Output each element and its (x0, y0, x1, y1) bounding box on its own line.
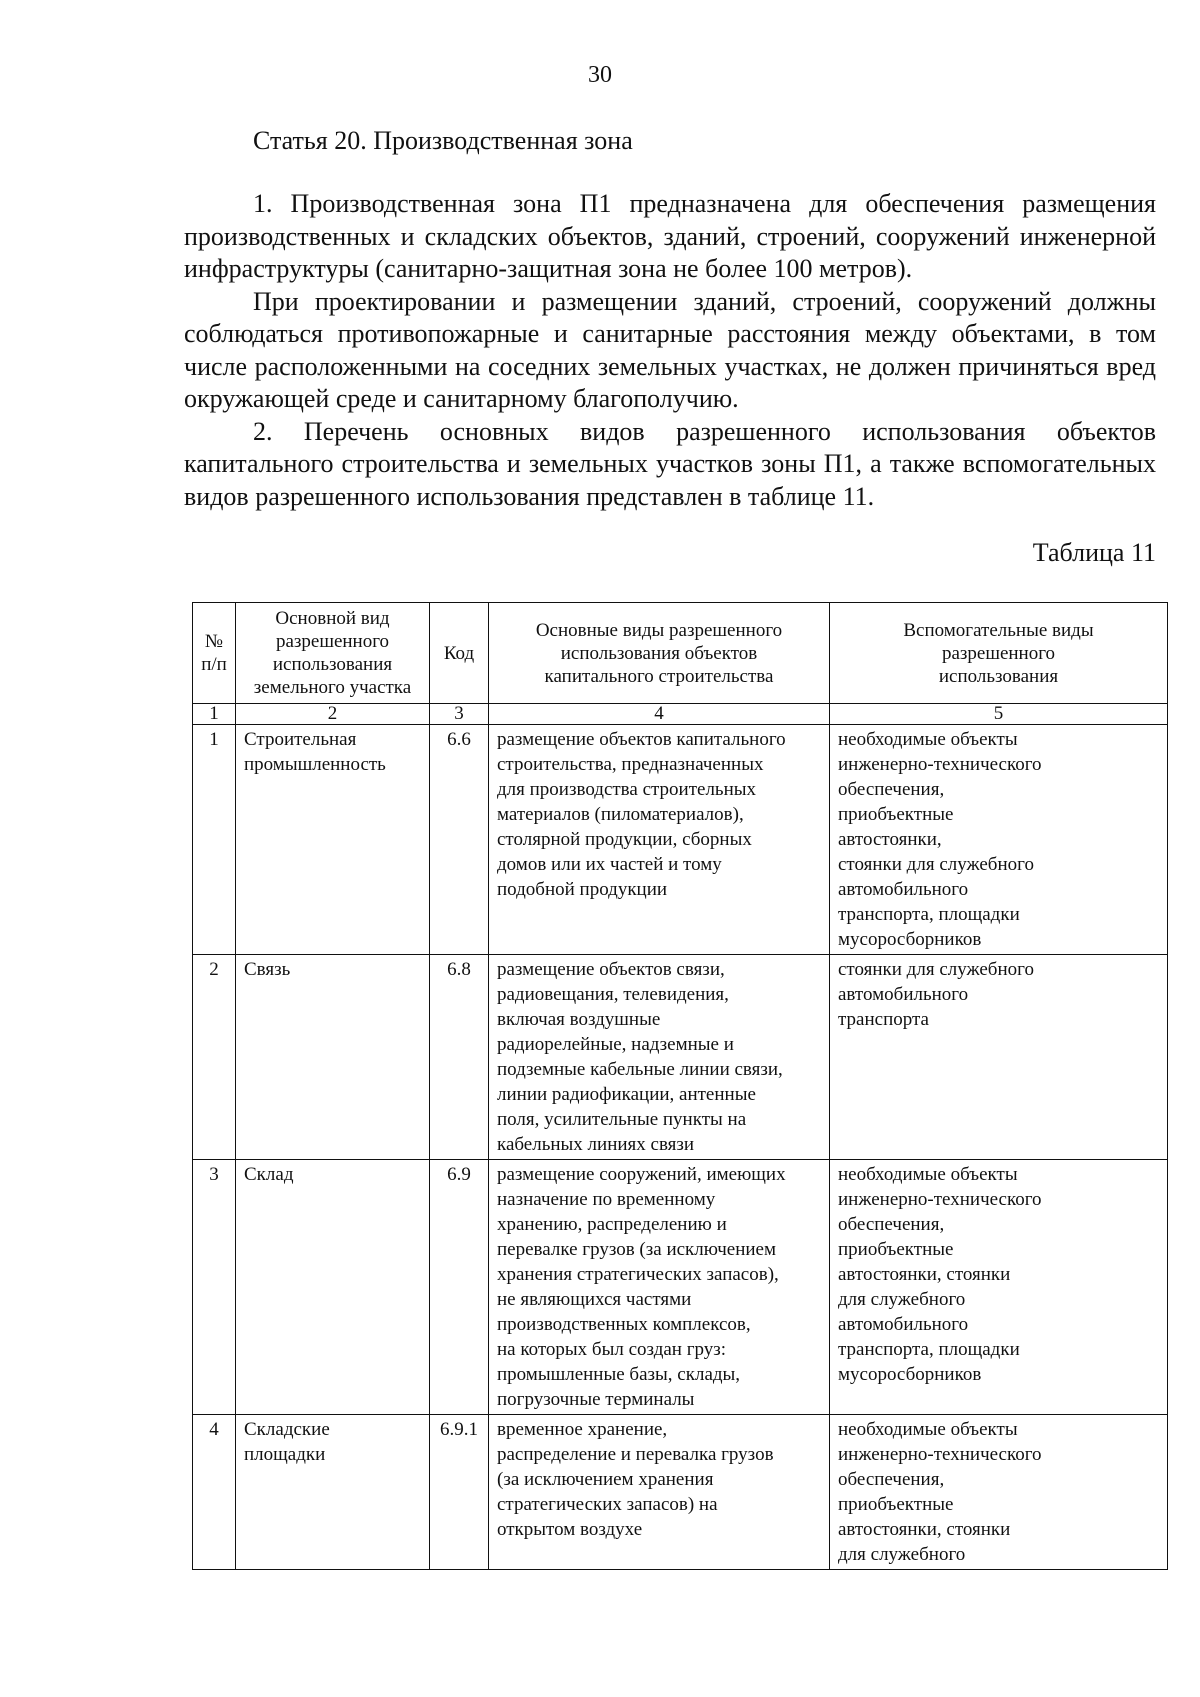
cell-text-line: для производства строительных (497, 779, 757, 800)
cell-text-line: приобъектные (838, 1494, 954, 1515)
cell-text-line: земельного участка (253, 677, 412, 698)
row-number-cell: 4 (193, 1415, 236, 1570)
land-use-name-cell (236, 955, 430, 1160)
cell-text-line: Код (443, 642, 475, 664)
cell-text-line: автомобильного (838, 1314, 969, 1335)
column-number-cell: 3 (430, 704, 489, 725)
column-number-cell: 4 (489, 704, 830, 725)
cell-text-line: открытом воздухе (497, 1519, 643, 1540)
cell-text-line: разрешенного (941, 642, 1056, 664)
cell-text-line: капитального строительства (544, 665, 774, 687)
cell-text-line: Строительная (244, 729, 357, 750)
cell-text-line: перевалке грузов (за исключением (497, 1239, 777, 1260)
table-row (193, 725, 1168, 955)
cell-text-line: промышленность (244, 754, 386, 775)
main-uses-cell (489, 955, 830, 1160)
header-cell (830, 603, 1168, 704)
cell-text-line: погрузочные терминалы (497, 1389, 695, 1410)
main-uses-cell (489, 725, 830, 955)
cell-text-line: транспорта, площадки (838, 904, 1020, 925)
cell-text-line: приобъектные (838, 1239, 954, 1260)
code-cell: 6.6 (430, 725, 489, 955)
cell-text-line: автомобильного (838, 984, 969, 1005)
cell-text-line: автостоянки, (838, 829, 942, 850)
cell-text-line: № (204, 631, 224, 652)
cell-text-line: кабельных линиях связи (497, 1134, 695, 1155)
cell-text-line: необходимые объекты (838, 1164, 1018, 1185)
cell-text-line: стратегических запасов) на (497, 1494, 718, 1515)
cell-text-line: площадки (244, 1444, 326, 1465)
cell-text-line: транспорта (838, 1009, 929, 1030)
cell-text-line: хранению, распределению и (497, 1214, 727, 1235)
cell-text-line: приобъектные (838, 804, 954, 825)
cell-text-line: включая воздушные (497, 1009, 661, 1030)
aux-uses-cell (830, 1160, 1168, 1415)
cell-text-line: Склад (244, 1164, 294, 1185)
row-number-cell: 2 (193, 955, 236, 1160)
column-number-cell: 1 (193, 704, 236, 725)
cell-text-line: мусоросборников (838, 1364, 982, 1385)
header-cell (236, 603, 430, 704)
table-row (193, 955, 1168, 1160)
cell-text-line: Связь (244, 959, 291, 980)
cell-text-line: хранения стратегических запасов), (497, 1264, 779, 1285)
cell-text-line: подземные кабельные линии связи, (497, 1059, 783, 1080)
code-cell: 6.8 (430, 955, 489, 1160)
cell-text-line: радиорелейные, надземные и (497, 1034, 734, 1055)
cell-text-line: автостоянки, стоянки (838, 1264, 1011, 1285)
table-row (193, 1160, 1168, 1415)
cell-text-line: инженерно-технического (838, 754, 1042, 775)
cell-text-line: столярной продукции, сборных (497, 829, 752, 850)
cell-text-line: мусоросборников (838, 929, 982, 950)
column-number-row (193, 704, 1168, 725)
cell-text-line: размещение объектов капитального (497, 729, 786, 750)
column-number-cell: 2 (236, 704, 430, 725)
table-caption: Таблица 11 (1032, 538, 1156, 567)
cell-text-line: производственных комплексов, (497, 1314, 751, 1335)
paragraph-2: При проектировании и размещении зданий, строений, сооружений должны соблюдаться противопожарные и санитарные расстояния между объектами, в том числе расположенными на соседних земельных участках, не должен причиняться вред окружающей среде и санитарному благополучию. (184, 286, 1156, 413)
cell-text-line: строительства, предназначенных (497, 754, 764, 775)
cell-text-line: линии радиофикации, антенные (497, 1084, 756, 1105)
cell-text-line: размещение объектов связи, (497, 959, 725, 980)
cell-text-line: распределение и перевалка грузов (497, 1444, 774, 1465)
main-uses-cell (489, 1160, 830, 1415)
cell-text-line: стоянки для служебного (838, 854, 1034, 875)
code-cell: 6.9 (430, 1160, 489, 1415)
cell-text-line: автостоянки, стоянки (838, 1519, 1011, 1540)
cell-text-line: использования объектов (560, 642, 758, 664)
cell-text-line: стоянки для служебного (838, 959, 1034, 980)
cell-text-line: для служебного (838, 1289, 966, 1310)
header-cell (489, 603, 830, 704)
cell-text-line: Вспомогательные виды (903, 619, 1094, 641)
row-number-cell: 3 (193, 1160, 236, 1415)
cell-text-line: автомобильного (838, 879, 969, 900)
cell-text-line: необходимые объекты (838, 729, 1018, 750)
cell-text-line: на которых был создан груз: (497, 1339, 727, 1360)
land-use-name-cell (236, 725, 430, 955)
cell-text-line: подобной продукции (497, 879, 668, 900)
cell-text-line: назначение по временному (497, 1189, 716, 1210)
cell-text-line: временное хранение, (497, 1419, 668, 1440)
cell-text-line: обеспечения, (838, 779, 945, 800)
column-number-cell: 5 (830, 704, 1168, 725)
land-use-name-cell (236, 1415, 430, 1570)
cell-text-line: транспорта, площадки (838, 1339, 1020, 1360)
main-uses-cell (489, 1415, 830, 1570)
cell-text-line: радиовещания, телевидения, (497, 984, 729, 1005)
code-cell: 6.9.1 (430, 1415, 489, 1570)
cell-text-line: не являющихся частями (497, 1289, 692, 1310)
cell-text-line: инженерно-технического (838, 1444, 1042, 1465)
cell-text-line: разрешенного (275, 631, 390, 652)
header-cell (430, 603, 489, 704)
header-cell (193, 603, 236, 704)
cell-text-line: для служебного (838, 1544, 966, 1565)
cell-text-line: необходимые объекты (838, 1419, 1018, 1440)
cell-text-line: (за исключением хранения (497, 1469, 714, 1490)
cell-text-line: обеспечения, (838, 1469, 945, 1490)
aux-uses-cell (830, 1415, 1168, 1570)
table-header-row (193, 603, 1168, 704)
cell-text-line: использования (272, 654, 393, 675)
cell-text-line: промышленные базы, склады, (497, 1364, 741, 1385)
permitted-uses-table (192, 602, 1168, 1570)
page-number: 30 (588, 62, 612, 88)
aux-uses-cell (830, 955, 1168, 1160)
cell-text-line: Основные виды разрешенного (535, 619, 783, 641)
cell-text-line: обеспечения, (838, 1214, 945, 1235)
body-text (184, 188, 1156, 513)
cell-text-line: домов или их частей и тому (497, 854, 722, 875)
cell-text-line: поля, усилительные пункты на (497, 1109, 747, 1130)
aux-uses-cell (830, 725, 1168, 955)
article-title: Статья 20. Производственная зона (253, 126, 633, 155)
row-number-cell: 1 (193, 725, 236, 955)
cell-text-line: размещение сооружений, имеющих (497, 1164, 786, 1185)
paragraph-1: 1. Производственная зона П1 предназначена для обеспечения размещения производственных и складских объектов, зданий, строений, сооружений инженерной инфраструктуры (санитарно-защитная зона не более 100 метров). (184, 189, 1156, 283)
cell-text-line: Основной вид (275, 608, 390, 629)
cell-text-line: Складские (244, 1419, 330, 1440)
cell-text-line: инженерно-технического (838, 1189, 1042, 1210)
cell-text-line: использования (938, 665, 1059, 687)
cell-text-line: п/п (201, 654, 227, 675)
table-row (193, 1415, 1168, 1570)
land-use-name-cell (236, 1160, 430, 1415)
cell-text-line: материалов (пиломатериалов), (497, 804, 744, 825)
paragraph-3: 2. Перечень основных видов разрешенного использования объектов капитального строительства и земельных участков зоны П1, а также вспомогательных видов разрешенного использования представлен в таблице 11. (184, 416, 1156, 511)
